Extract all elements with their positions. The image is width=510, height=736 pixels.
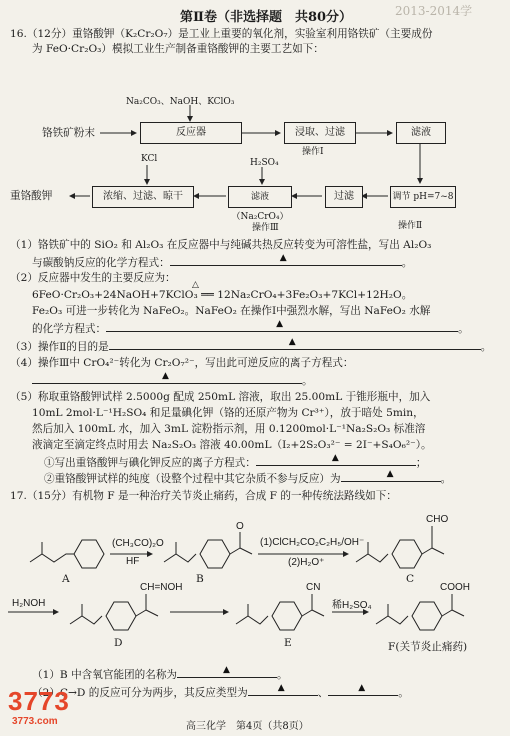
box-leach-filter: 浸取、过滤 bbox=[284, 122, 356, 144]
box-reactor: 反应器 bbox=[140, 122, 242, 144]
q16-intro-line2: 为 FeO·Cr₂O₃）模拟工业生产制备重铬酸钾的主要工艺如下： bbox=[32, 43, 324, 55]
q16-part5-line1: （5）称取重铬酸钾试样 2.5000g 配成 250mL 溶液，取出 25.00mL 于锥形瓶中，加入 bbox=[10, 391, 431, 403]
q16-part2-line1: （2）反应器中发生的主要反应为： bbox=[10, 272, 176, 284]
box-filtrate: 滤液 bbox=[396, 122, 446, 144]
q17-part1: （1）B 中含氧官能团的名称为 ▲ 。 bbox=[32, 665, 288, 681]
q16-part1-line2: 与碳酸钠反应的化学方程式： ▲ 。 bbox=[32, 253, 413, 269]
q16-part1-line1: （1）铬铁矿中的 SiO₂ 和 Al₂O₃ 在反应器中与纯碱共热反应转变为可溶性盐，写出 Al₂O₃ bbox=[10, 239, 432, 251]
q17-part2: （2）C→D 的反应可分为两步，其反应类型为 ▲ 、 ▲ 。 bbox=[32, 683, 409, 699]
q17-intro: 17.（15分）有机物 F 是一种治疗关节炎止痛药，合成 F 的一种传统法路线如下： bbox=[10, 490, 397, 502]
box-filtrate-na2cro4: 滤液（Na₂CrO₄） bbox=[228, 186, 292, 208]
answer-blank[interactable]: ▲ bbox=[248, 684, 318, 696]
q16-part2-equation: 6FeO·Cr₂O₃+24NaOH+7KClO₃ ══ 12Na₂CrO₄+3Fe₂O₃+7KCl+12H₂O。 bbox=[32, 289, 413, 301]
label-D: D bbox=[114, 637, 123, 649]
label-chromite-powder: 铬铁矿粉末 bbox=[42, 127, 95, 139]
label-kcl: KCl bbox=[141, 154, 158, 164]
answer-blank[interactable]: ▲ bbox=[256, 454, 416, 466]
q16-part4-line2: ▲ 。 bbox=[32, 372, 313, 388]
q16-part5-q1: ①写出重铬酸钾与碘化钾反应的离子方程式： ▲ ； bbox=[44, 453, 427, 469]
q16-part5-line4: 液滴定至滴定终点时用去 Na₂S₂O₃ 溶液 40.00mL（I₂+2S₂O₃²⁻ = 2I⁻+S₄O₆²⁻）。 bbox=[32, 439, 432, 451]
label-C: C bbox=[406, 573, 415, 585]
section-title: 第Ⅱ卷（非选择题 共80分） bbox=[180, 10, 353, 25]
q16-part2-line3: 的化学方程式： ▲ 。 bbox=[32, 319, 469, 335]
q16-part5-line2: 10mL 2mol·L⁻¹H₂SO₄ 和足量碘化钾（铬的还原产物为 Cr³⁺），放于暗处 5min， bbox=[32, 407, 424, 419]
heat-symbol: △ bbox=[192, 280, 199, 290]
reagent-acetic-anhydride: (CH₃CO)₂O bbox=[112, 538, 164, 549]
watermark-url: 3773.com bbox=[12, 716, 58, 727]
label-cooh: COOH bbox=[440, 582, 470, 593]
reagents-top: Na₂CO₃、NaOH、KClO₃ bbox=[126, 97, 235, 107]
answer-blank[interactable]: ▲ bbox=[341, 470, 441, 482]
q16-part5-q2: ②重铬酸钾试样的纯度（设整个过程中其它杂质不参与反应）为 ▲ 。 bbox=[44, 469, 452, 485]
label-A: A bbox=[62, 573, 70, 585]
q16-part2-line2: Fe₂O₃ 可进一步转化为 NaFeO₂。NaFeO₂ 在操作Ⅰ中强烈水解，写出 NaFeO₂ 水解 bbox=[32, 305, 431, 317]
reagent-dilute-h2so4: 稀H₂SO₄ bbox=[332, 600, 372, 611]
label-carbonyl-o: O bbox=[236, 521, 244, 532]
label-h2so4: H₂SO₄ bbox=[250, 158, 279, 168]
q16-intro-line1: 16.（12分）重铬酸钾（K₂Cr₂O₇）是工业上重要的氧化剂，实验室利用铬铁矿（主要成份 bbox=[10, 28, 433, 40]
reagent-step2a: (1)ClCH₂CO₂C₂H₅/OH⁻ bbox=[260, 537, 365, 548]
reagent-hydroxylamine: H₂NOH bbox=[12, 598, 46, 609]
watermark-logo: 3773 bbox=[8, 686, 70, 716]
reagent-hf: HF bbox=[126, 556, 140, 567]
label-oxime: CH=NOH bbox=[140, 582, 183, 593]
answer-blank[interactable]: ▲ bbox=[32, 372, 302, 384]
q16-part5-line3: 然后加入 100mL 水，加入 3mL 淀粉指示剂，用 0.1200mol·L⁻¹Na₂S₂O₃ 标准溶 bbox=[32, 423, 426, 435]
box-concentrate-filter-dry: 浓缩、过滤、晾干 bbox=[92, 186, 194, 208]
box-adjust-ph: 调节 pH=7~8 bbox=[390, 186, 456, 208]
answer-blank[interactable]: ▲ bbox=[177, 666, 277, 678]
label-operation-1: 操作Ⅰ bbox=[302, 147, 324, 157]
label-F: F(关节炎止痛药) bbox=[388, 641, 468, 653]
q16-part3: （3）操作Ⅱ的目的是 ▲ 。 bbox=[10, 337, 492, 353]
page-footer: 高三化学 第4页（共8页） bbox=[186, 721, 309, 732]
answer-blank[interactable]: ▲ bbox=[170, 254, 402, 266]
answer-blank[interactable]: ▲ bbox=[328, 684, 398, 696]
label-E: E bbox=[284, 637, 292, 649]
q16-part4-line1: （4）操作Ⅲ中 CrO₄²⁻转化为 Cr₂O₇²⁻，写出此可逆反应的离子方程式： bbox=[10, 357, 354, 369]
answer-blank[interactable]: ▲ bbox=[109, 338, 481, 350]
label-B: B bbox=[196, 573, 204, 585]
label-operation-3: 操作Ⅲ bbox=[252, 223, 279, 233]
reagent-step2b: (2)H₂O⁺ bbox=[288, 557, 325, 568]
faint-header-title: 2013-2014学 bbox=[395, 4, 473, 18]
label-potassium-dichromate: 重铬酸钾 bbox=[10, 190, 53, 202]
answer-blank[interactable]: ▲ bbox=[106, 320, 458, 332]
label-cn: CN bbox=[306, 582, 321, 593]
box-filter: 过滤 bbox=[325, 186, 363, 208]
label-operation-2: 操作Ⅱ bbox=[398, 221, 423, 231]
label-cho: CHO bbox=[426, 514, 449, 525]
